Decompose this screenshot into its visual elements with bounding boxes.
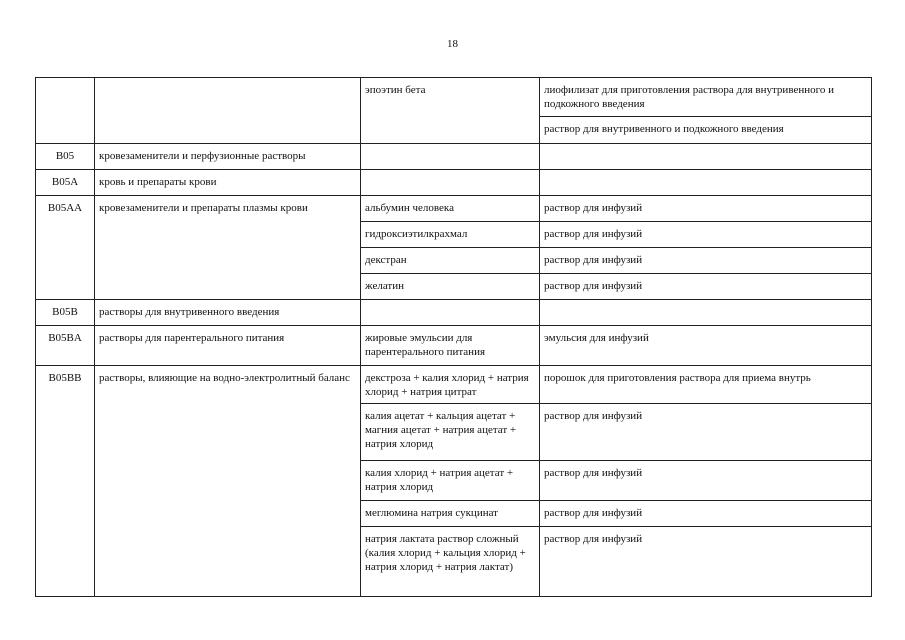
- group-name-cell: кровезаменители и перфузионные растворы: [95, 144, 361, 170]
- dosage-form-cell: раствор для инфузий: [540, 501, 872, 527]
- group-name-cell: кровь и препараты крови: [95, 170, 361, 196]
- atc-code-cell: B05BB: [36, 366, 95, 597]
- ingredient-cell: эпоэтин бета: [361, 78, 540, 144]
- ingredient-cell: альбумин человека: [361, 196, 540, 222]
- atc-code-cell: B05: [36, 144, 95, 170]
- dosage-form-cell: [540, 144, 872, 170]
- medication-table: [35, 77, 872, 597]
- ingredient-cell: декстроза + калия хлорид + натрия хлорид + натрия цитрат: [361, 366, 540, 404]
- table-row: [36, 300, 872, 326]
- dosage-form-cell: раствор для инфузий: [540, 404, 872, 461]
- ingredient-cell: [361, 300, 540, 326]
- page-number: 18: [447, 38, 458, 50]
- dosage-form-cell: раствор для инфузий: [540, 274, 872, 300]
- dosage-form-cell: раствор для внутривенного и подкожного введения: [540, 117, 872, 144]
- atc-code-cell: B05BA: [36, 326, 95, 366]
- ingredient-cell: калия хлорид + натрия ацетат + натрия хлорид: [361, 461, 540, 501]
- ingredient-cell: меглюмина натрия сукцинат: [361, 501, 540, 527]
- dosage-form-cell: [540, 300, 872, 326]
- atc-code-cell: B05AA: [36, 196, 95, 300]
- group-name-cell: [95, 78, 361, 144]
- dosage-form-cell: порошок для приготовления раствора для приема внутрь: [540, 366, 872, 404]
- group-name-cell: растворы для внутривенного введения: [95, 300, 361, 326]
- dosage-form-cell: эмульсия для инфузий: [540, 326, 872, 366]
- ingredient-cell: [361, 144, 540, 170]
- ingredient-cell: желатин: [361, 274, 540, 300]
- dosage-form-cell: раствор для инфузий: [540, 248, 872, 274]
- ingredient-cell: натрия лактата раствор сложный (калия хлорид + кальция хлорид + натрия хлорид + натрия лактат): [361, 527, 540, 597]
- dosage-form-cell: [540, 170, 872, 196]
- table-row: [36, 78, 872, 117]
- dosage-form-cell: раствор для инфузий: [540, 196, 872, 222]
- atc-code-cell: B05B: [36, 300, 95, 326]
- group-name-cell: растворы, влияющие на водно-электролитный баланс: [95, 366, 361, 597]
- dosage-form-cell: лиофилизат для приготовления раствора для внутривенного и подкожного введения: [540, 78, 872, 117]
- table-row: [36, 366, 872, 404]
- atc-code-cell: B05A: [36, 170, 95, 196]
- ingredient-cell: жировые эмульсии для парентерального питания: [361, 326, 540, 366]
- table-row: [36, 170, 872, 196]
- group-name-cell: растворы для парентерального питания: [95, 326, 361, 366]
- dosage-form-cell: раствор для инфузий: [540, 461, 872, 501]
- ingredient-cell: [361, 170, 540, 196]
- dosage-form-cell: раствор для инфузий: [540, 222, 872, 248]
- table-row: [36, 144, 872, 170]
- group-name-cell: кровезаменители и препараты плазмы крови: [95, 196, 361, 300]
- table-row: [36, 196, 872, 222]
- ingredient-cell: декстран: [361, 248, 540, 274]
- dosage-form-cell: раствор для инфузий: [540, 527, 872, 597]
- table-row: [36, 326, 872, 366]
- ingredient-cell: калия ацетат + кальция ацетат + магния ацетат + натрия ацетат + натрия хлорид: [361, 404, 540, 461]
- atc-code-cell: [36, 78, 95, 144]
- ingredient-cell: гидроксиэтилкрахмал: [361, 222, 540, 248]
